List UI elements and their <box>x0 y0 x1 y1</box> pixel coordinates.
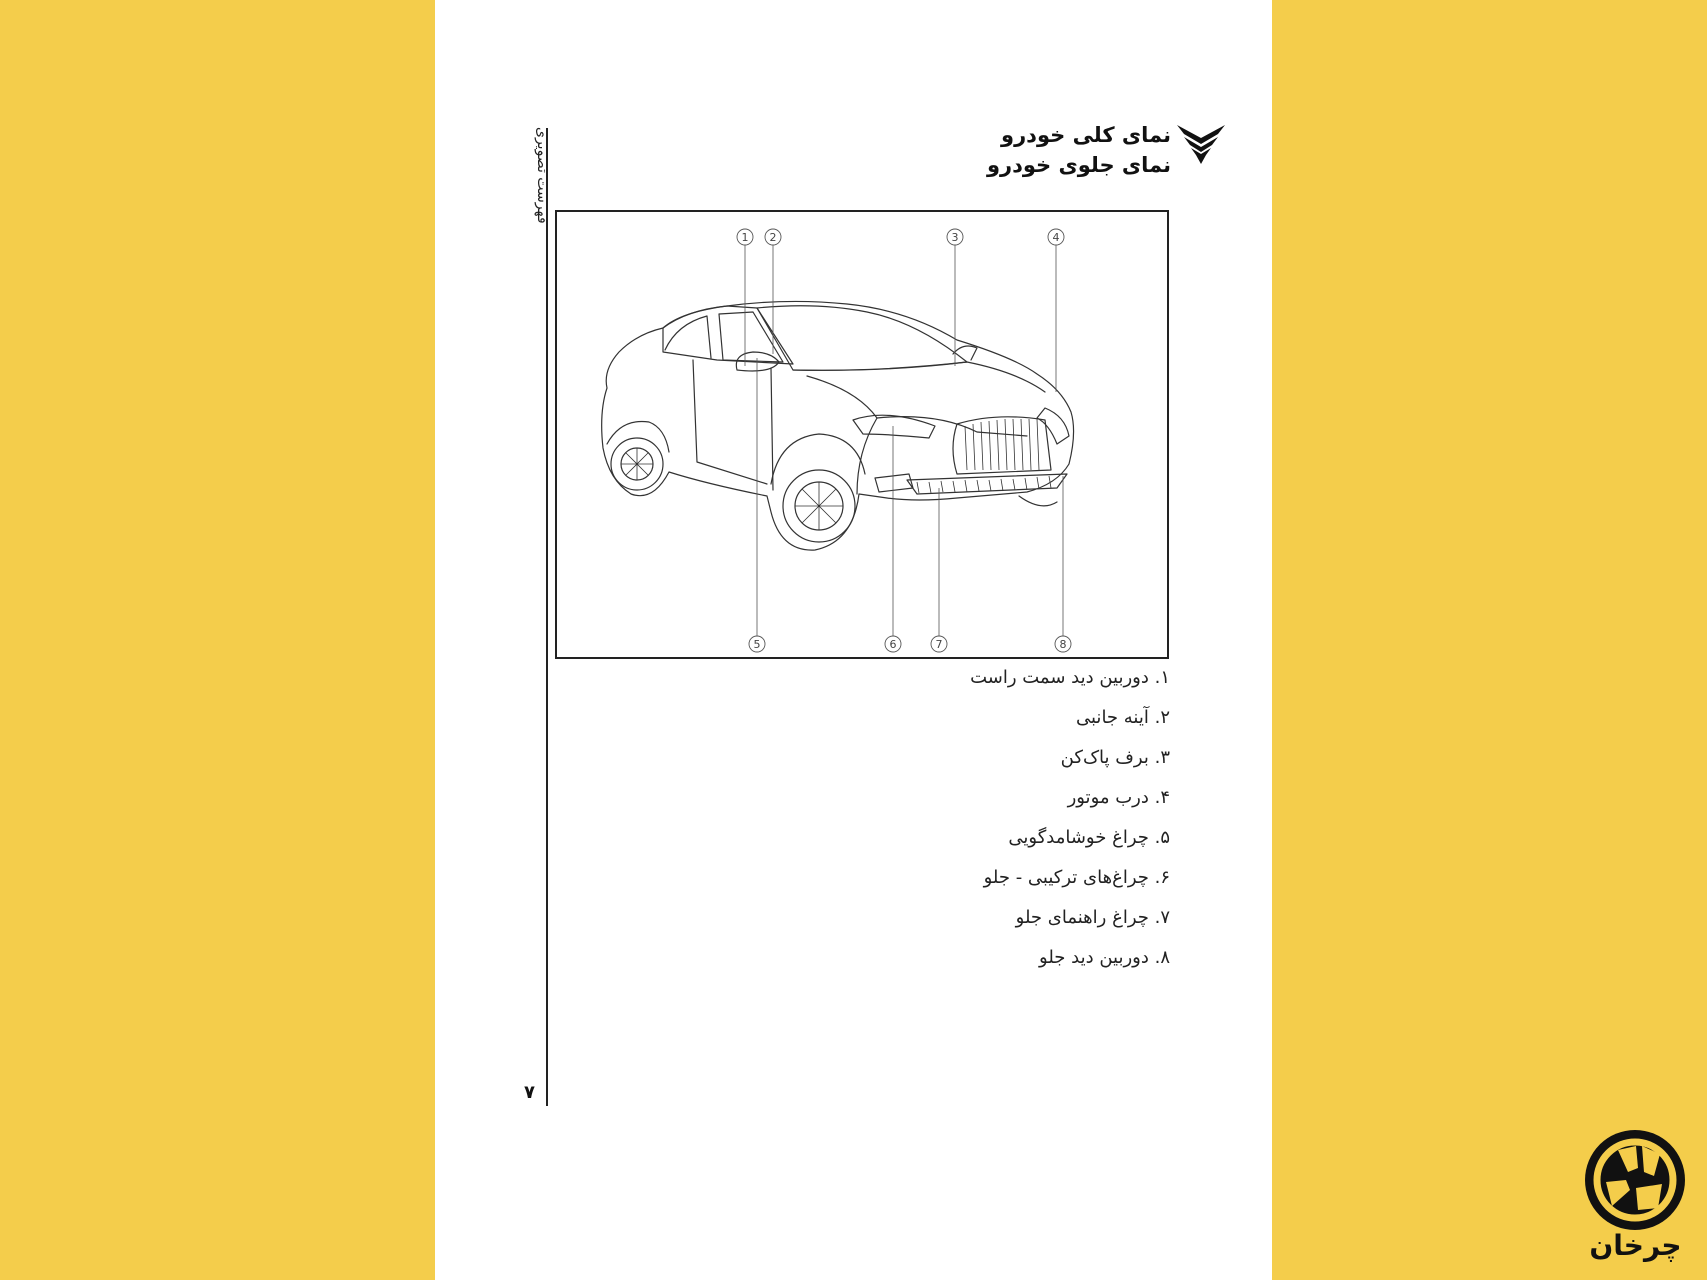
page-heading <box>987 120 1171 180</box>
brand-emblem-icon <box>1176 122 1226 166</box>
heading-title: نمای کلی خودرو <box>1001 123 1171 147</box>
parts-legend <box>770 662 1170 982</box>
legend-item: ۱. دوربین دید سمت راست <box>970 667 1170 688</box>
vehicle-front-diagram <box>555 210 1169 659</box>
callout-number: 4 <box>1052 231 1060 244</box>
callout-number: 2 <box>769 231 777 244</box>
legend-item: ۲. آینه جانبی <box>1076 707 1170 728</box>
callout-number: 6 <box>889 638 897 651</box>
legend-item: ۴. درب موتور <box>1067 787 1170 808</box>
page-number: ۷ <box>524 1082 535 1103</box>
legend-item: ۷. چراغ راهنمای جلو <box>1015 907 1170 928</box>
margin-rule <box>546 128 548 1106</box>
legend-item: ۳. برف پاک‌کن <box>1060 747 1170 768</box>
heading-subtitle: نمای جلوی خودرو <box>986 153 1171 177</box>
publisher-wordmark: چرخان <box>1589 1229 1682 1262</box>
callout-number: 7 <box>935 638 943 651</box>
publisher-logo <box>1578 1128 1693 1268</box>
legend-item: ۶. چراغ‌های ترکیبی - جلو <box>983 867 1170 888</box>
car-line-drawing <box>557 212 1167 657</box>
callout-number: 3 <box>951 231 959 244</box>
callout-number: 5 <box>753 638 761 651</box>
callout-number: 1 <box>741 231 749 244</box>
callout-number: 8 <box>1059 638 1067 651</box>
legend-item: ۸. دوربین دید جلو <box>1039 947 1170 968</box>
legend-item: ۵. چراغ خوشامدگویی <box>1008 827 1170 848</box>
wheel-emblem-icon <box>1578 1128 1693 1233</box>
section-side-label: فهرست تصویری <box>534 127 550 224</box>
